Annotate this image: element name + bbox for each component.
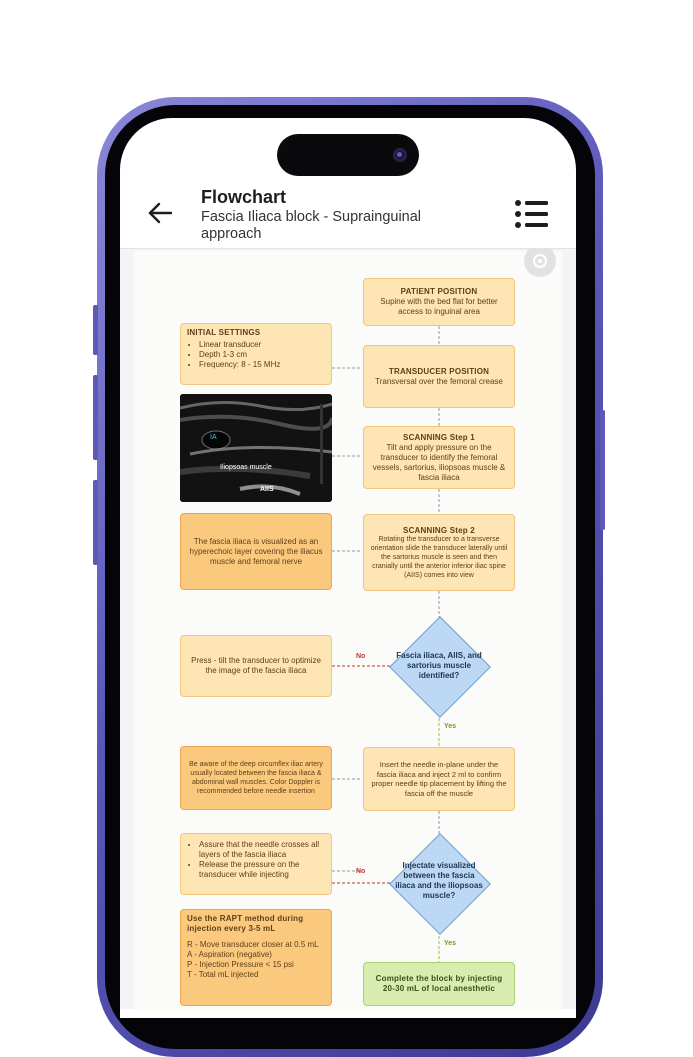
arrow-left-icon <box>146 198 176 228</box>
flowchart-canvas <box>134 251 562 1009</box>
patient-position-box <box>363 278 515 326</box>
pressure-tips-box <box>180 833 332 895</box>
fascia-note-box <box>180 513 332 590</box>
ultrasound-label-ia: IA <box>210 434 217 441</box>
list-icon <box>514 198 550 230</box>
pressure-tips-list <box>187 840 325 880</box>
list-item: R - Move transducer closer at 0.5 mL <box>187 940 319 949</box>
patient-position-title: PATIENT POSITION <box>400 287 478 296</box>
scanning-step1-title: SCANNING Step 1 <box>403 432 475 442</box>
transducer-position-text: Transversal over the femoral crease <box>375 376 503 386</box>
complete-block-text: Complete the block by injecting 20-30 mL of local anesthetic <box>375 974 503 993</box>
power-button <box>600 410 605 530</box>
volume-up-button <box>93 375 98 460</box>
initial-settings-title: INITIAL SETTINGS <box>187 328 261 337</box>
page-title: Flowchart <box>201 187 287 207</box>
list-item: • Frequency: 8 - 15 MHz <box>199 360 325 370</box>
rapt-title: Use the RAPT method during injection every 3-5 mL <box>187 914 304 933</box>
rapt-method-box <box>180 909 332 1006</box>
volume-down-button <box>93 480 98 565</box>
scanning-step2-text: Rotating the transducer to a transverse orientation slide the transducer laterally until the sartorius muscle is seen and then cranially until the anterior inferior iliac spine (AIIS) comes into view <box>370 535 508 579</box>
initial-settings-list <box>187 340 325 370</box>
ultrasound-label-iliopsoas: Iliopsoas muscle <box>220 464 272 471</box>
list-item: • Assure that the needle crosses all layers of the fascia iliaca <box>199 840 325 860</box>
flowchart-viewer[interactable] <box>120 249 576 1009</box>
app-header <box>120 180 576 249</box>
vessel-warning-text: Be aware of the deep circumflex iliac artery usually located between the fascia iliaca & abdominal wall muscles. Color Doppler is recommended before needle insertion <box>189 761 323 795</box>
ultrasound-label-aiis: AIIS <box>260 486 274 493</box>
list-item: P - Injection Pressure < 15 psi <box>187 960 294 969</box>
insert-needle-text: Insert the needle in-plane under the fascia iliaca and inject 2 ml to confirm proper needle tip placement by lifting the fascia off the muscle <box>371 760 507 798</box>
complete-block-box <box>363 962 515 1006</box>
scanning-step1-box <box>363 426 515 489</box>
patient-position-text: Supine with the bed flat for better access to inguinal area <box>380 297 498 316</box>
scanning-step2-title: SCANNING Step 2 <box>403 525 475 535</box>
mute-switch <box>93 305 98 355</box>
list-menu-button[interactable] <box>514 198 550 230</box>
rapt-list <box>187 940 325 980</box>
scanning-step2-box <box>363 514 515 591</box>
decision1-text: Fascia iliaca, AIIS, and sartorius muscle identified? <box>396 651 482 680</box>
decision2-yes-label: Yes <box>444 940 457 947</box>
decision2-text: Injectate visualized between the fascia iliaca and the iliopsoas muscle? <box>395 861 483 900</box>
dynamic-island <box>277 134 419 176</box>
initial-settings-box <box>180 323 332 385</box>
list-item: A - Aspiration (negative) <box>187 950 272 959</box>
list-item: T - Total mL injected <box>187 970 259 979</box>
decision1-yes-label: Yes <box>444 723 457 730</box>
transducer-position-title: TRANSDUCER POSITION <box>388 366 490 376</box>
ultrasound-scan-graphic <box>180 394 332 502</box>
ultrasound-image <box>180 394 332 502</box>
vessel-warning-box <box>180 746 332 810</box>
fascia-note-text: The fascia iliaca is visualized as an hyperechoic layer covering the iliacus muscle and femoral nerve <box>189 536 323 566</box>
scanning-step1-text: Tilt and apply pressure on the transducer to identify the femoral vessels, sartorius, iliopsoas muscle & fascia iliaca <box>372 442 506 482</box>
decision2-no-label: No <box>356 868 366 875</box>
page-subtitle: Fascia Iliaca block - Suprainguinal approach <box>201 209 422 242</box>
decision1-no-label: No <box>356 653 366 660</box>
list-item: • Linear transducer <box>199 340 325 350</box>
insert-needle-box <box>363 747 515 811</box>
back-button[interactable] <box>146 198 176 228</box>
press-tilt-box <box>180 635 332 697</box>
list-item: • Depth 1-3 cm <box>199 350 325 360</box>
transducer-position-box <box>363 345 515 408</box>
press-tilt-text: Press - tilt the transducer to optimize the image of the fascia iliaca <box>191 656 321 675</box>
front-camera-icon <box>393 148 407 162</box>
list-item: • Release the pressure on the transducer while injecting <box>199 860 325 880</box>
